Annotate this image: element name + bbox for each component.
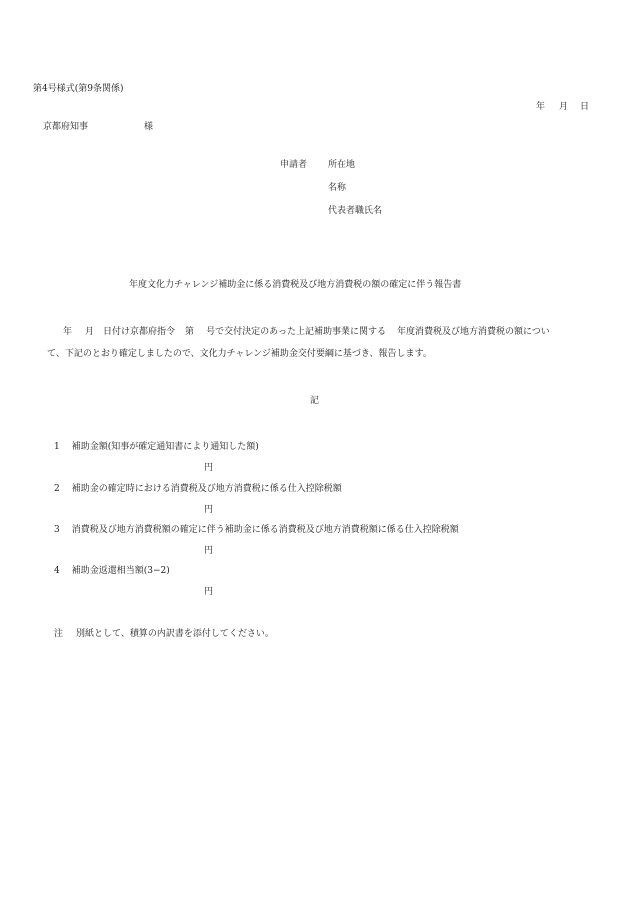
item-text: 補助金の確定時における消費税及び地方消費税に係る仕入控除税額 [71, 484, 342, 494]
note-text: 別紙として、積算の内訳書を添付してください。 [76, 629, 274, 639]
addressee-name: 京都府知事 [43, 122, 89, 132]
item-number: 1 [54, 442, 60, 452]
body-fiscal-year-tax: 年度消費税及び地方消費税の額につい [396, 327, 550, 337]
body-directive-date: 日付け京都府指令 [103, 327, 176, 337]
item-yen-unit: 円 [204, 463, 214, 473]
note-label: 注 [54, 629, 64, 639]
date-day: 日 [580, 102, 590, 112]
body-number-prefix: 第 [185, 327, 195, 337]
item-text: 消費税及び地方消費税額の確定に伴う補助金に係る消費税及び地方消費税額に係る仕入控除税額 [71, 525, 459, 535]
item-number: 4 [54, 566, 60, 576]
item-yen-unit: 円 [204, 505, 214, 515]
body-month-blank: 月 [85, 327, 95, 337]
item-number: 2 [54, 484, 60, 494]
form-number-label: 第4号様式(第9条関係) [33, 84, 124, 94]
applicant-address-label: 所在地 [328, 160, 356, 170]
body-line-1 [63, 326, 550, 338]
applicant-representative-label: 代表者職氏名 [328, 206, 383, 216]
item-text: 補助金額(知事が確定通知書により通知した額) [71, 442, 259, 452]
item-number: 3 [54, 525, 60, 535]
date-year: 年 [536, 102, 546, 112]
date-month: 月 [559, 102, 569, 112]
list-item [54, 441, 259, 453]
addressee-honorific: 様 [144, 122, 154, 132]
list-item [54, 524, 459, 536]
item-text: 補助金返還相当額(3−2) [71, 566, 170, 576]
list-item [54, 483, 342, 495]
applicant-label: 申請者 [280, 160, 308, 170]
ki-heading: 記 [310, 396, 320, 406]
addressee-line [43, 121, 153, 133]
document-title: 年度文化力チャレンジ補助金に係る消費税及び地方消費税の額の確定に伴う報告書 [129, 280, 462, 290]
list-item [54, 565, 170, 577]
applicant-name-label: 名称 [328, 183, 347, 193]
body-line-2: て、下記のとおり確定しましたので、文化力チャレンジ補助金交付要綱に基づき、報告します。 [47, 349, 432, 359]
note-line [54, 628, 274, 640]
item-yen-unit: 円 [204, 546, 214, 556]
body-grant-decision: 号で交付決定のあった上記補助事業に関する [206, 327, 386, 337]
date-line [536, 101, 589, 113]
body-year-blank: 年 [63, 327, 73, 337]
item-yen-unit: 円 [204, 587, 214, 597]
